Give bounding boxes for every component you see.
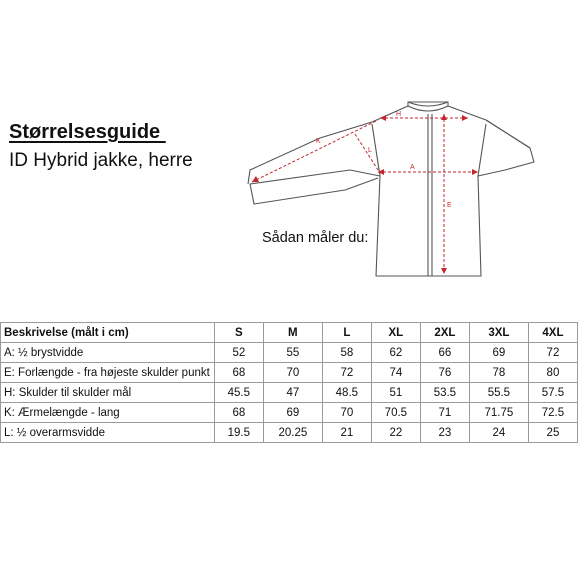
table-cell: 23 — [420, 423, 469, 443]
label-h: H — [396, 111, 402, 118]
table-cell: 68 — [214, 363, 263, 383]
measure-instruction-label: Sådan måler du: — [262, 230, 369, 246]
header-description: Beskrivelse (målt i cm) — [1, 323, 215, 343]
table-cell: 21 — [322, 423, 371, 443]
table-cell: 66 — [420, 343, 469, 363]
header-size-m: M — [263, 323, 322, 343]
table-cell: 70 — [322, 403, 371, 423]
table-cell: 47 — [263, 383, 322, 403]
table-cell: 70.5 — [371, 403, 420, 423]
page-title: Størrelsesguide — [9, 121, 166, 143]
table-cell: 72.5 — [528, 403, 577, 423]
label-a: A — [410, 164, 415, 171]
header-size-2xl: 2XL — [420, 323, 469, 343]
label-l: L — [368, 147, 372, 154]
table-cell: 71 — [420, 403, 469, 423]
row-label: E: Forlængde - fra højeste skulder punkt — [1, 363, 215, 383]
size-table — [0, 322, 578, 443]
table-row — [1, 423, 578, 443]
table-cell: 69 — [263, 403, 322, 423]
product-subtitle: ID Hybrid jakke, herre — [9, 150, 193, 171]
table-cell: 72 — [528, 343, 577, 363]
table-cell: 19.5 — [214, 423, 263, 443]
measurement-lines — [252, 114, 478, 274]
table-cell: 22 — [371, 423, 420, 443]
table-cell: 48.5 — [322, 383, 371, 403]
header-size-l: L — [322, 323, 371, 343]
size-table-header — [1, 323, 578, 343]
header-size-3xl: 3XL — [469, 323, 528, 343]
table-cell: 55 — [263, 343, 322, 363]
table-cell: 71.75 — [469, 403, 528, 423]
table-cell: 76 — [420, 363, 469, 383]
row-label: L: ½ overarmsvidde — [1, 423, 215, 443]
table-cell: 57.5 — [528, 383, 577, 403]
table-row — [1, 383, 578, 403]
table-cell: 45.5 — [214, 383, 263, 403]
table-cell: 80 — [528, 363, 577, 383]
header-size-xl: XL — [371, 323, 420, 343]
table-cell: 74 — [371, 363, 420, 383]
table-cell: 69 — [469, 343, 528, 363]
row-label: A: ½ brystvidde — [1, 343, 215, 363]
table-cell: 20.25 — [263, 423, 322, 443]
table-cell: 70 — [263, 363, 322, 383]
table-cell: 53.5 — [420, 383, 469, 403]
jacket-measurement-diagram — [240, 90, 540, 290]
header-size-4xl: 4XL — [528, 323, 577, 343]
table-row — [1, 343, 578, 363]
table-cell: 68 — [214, 403, 263, 423]
table-cell: 52 — [214, 343, 263, 363]
table-cell: 58 — [322, 343, 371, 363]
table-row — [1, 363, 578, 383]
table-cell: 25 — [528, 423, 577, 443]
table-cell: 55.5 — [469, 383, 528, 403]
table-cell: 78 — [469, 363, 528, 383]
table-cell: 72 — [322, 363, 371, 383]
table-cell: 24 — [469, 423, 528, 443]
row-label: H: Skulder til skulder mål — [1, 383, 215, 403]
table-cell: 62 — [371, 343, 420, 363]
jacket-outline — [248, 102, 534, 276]
header-size-s: S — [214, 323, 263, 343]
table-row — [1, 403, 578, 423]
label-k: K — [316, 138, 321, 145]
table-cell: 51 — [371, 383, 420, 403]
label-e: E — [447, 202, 452, 209]
row-label: K: Ærmelængde - lang — [1, 403, 215, 423]
